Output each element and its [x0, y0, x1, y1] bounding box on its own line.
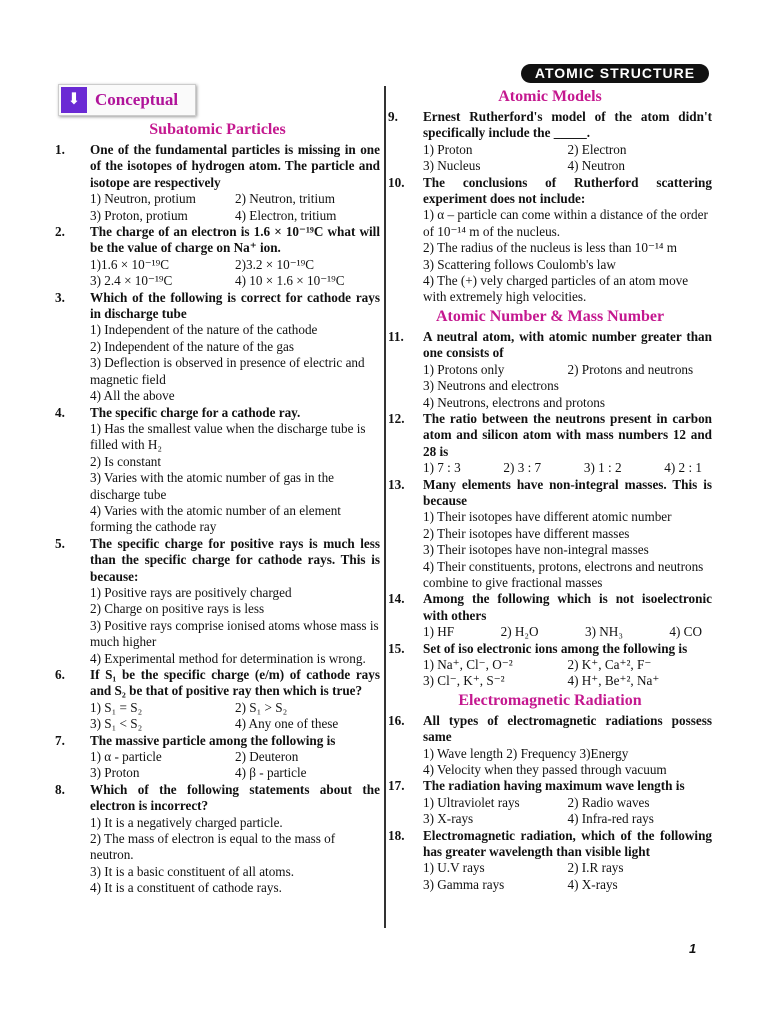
option: 4) All the above — [90, 388, 175, 404]
option: 3) Varies with the atomic number of gas in the discharge tube — [90, 470, 335, 502]
question-number: 17. — [388, 778, 405, 794]
question-text: Among the following which is not isoelectronic with others — [423, 591, 712, 623]
question-number: 9. — [388, 109, 398, 124]
option: 4) Velocity when they passed through vacuum — [423, 762, 667, 778]
option: 2) I.R rays — [567, 860, 624, 876]
options-row — [90, 765, 380, 781]
option: 2) Their isotopes have different masses — [423, 525, 630, 541]
question — [55, 224, 380, 290]
options-row — [423, 811, 712, 827]
option: 1) Proton — [423, 141, 473, 157]
option: 3) Positive rays comprise ionised atoms whose mass is much higher — [90, 617, 379, 650]
question — [388, 713, 712, 779]
question-number: 15. — [388, 640, 405, 656]
option: 1) Has the smallest value when the discharge tube is filled with H₂ — [90, 420, 366, 453]
question — [388, 591, 712, 640]
option: 1)1.6 × 10⁻¹⁹C — [90, 256, 169, 272]
question-text: One of the fundamental particles is missing in one of the isotopes of hydrogen atom. The particle and isotope are respectively — [90, 142, 380, 190]
option: 1) Their isotopes have different atomic number — [423, 509, 672, 525]
question-number: 18. — [388, 827, 405, 843]
option: 4) β - particle — [235, 765, 307, 781]
question-number: 5. — [55, 535, 65, 551]
options-row — [90, 191, 380, 207]
option: 1) HF — [423, 624, 455, 640]
option: 1) Na⁺, Cl⁻, O⁻² — [423, 657, 513, 672]
option: 1) U.V rays — [423, 860, 485, 876]
question-list — [55, 142, 380, 897]
option: 4) The (+) vely charged particles of an atom move with extremely high velocities. — [423, 273, 689, 305]
option: 2) The radius of the nucleus is less than 10⁻¹⁴ m — [423, 240, 678, 256]
question-text: If S₁ be the specific charge (e/m) of cathode rays and S₂ be that of positive ray then which is true? — [90, 667, 380, 699]
option: 4) 2 : 1 — [664, 460, 702, 476]
options-row — [90, 208, 380, 224]
question — [55, 142, 380, 224]
badge-label: Conceptual — [95, 89, 179, 109]
column-divider — [384, 86, 386, 928]
question-number: 11. — [388, 328, 404, 344]
options-row — [90, 749, 380, 765]
option: 3) Their isotopes have non-integral masses — [423, 542, 649, 558]
question-text: Which of the following is correct for cathode rays in discharge tube — [90, 289, 380, 322]
options-row — [423, 877, 712, 893]
option: 4) CO — [669, 624, 702, 640]
options-row — [423, 795, 712, 811]
question-text: Electromagnetic radiation, which of the following has greater wavelength than visible light — [423, 827, 712, 860]
option: 3) It is a basic constituent of all atoms. — [90, 863, 294, 879]
options-row — [423, 460, 712, 476]
option: 4) Electron, tritium — [235, 207, 337, 223]
question-text: The specific charge for a cathode ray. — [90, 404, 301, 420]
question-number: 13. — [388, 476, 405, 492]
options-row — [90, 273, 380, 289]
option: 3) Neutrons and electrons — [423, 378, 559, 394]
question-text: The radiation having maximum wave length is — [423, 778, 685, 794]
question — [388, 411, 712, 477]
section-title: Atomic Models — [498, 88, 602, 105]
option: 2) K⁺, Ca⁺², F⁻ — [567, 657, 652, 672]
option: 4) Their constituents, protons, electrons and neutrons combine to give fractional masses — [423, 558, 704, 590]
question — [388, 175, 712, 306]
question — [55, 290, 380, 405]
option: 3) Proton — [90, 765, 140, 781]
option: 2) Neutron, tritium — [235, 191, 335, 207]
question-text: The massive particle among the following is — [90, 732, 336, 748]
question — [388, 641, 712, 690]
option: 2) The mass of electron is equal to the mass of neutron. — [90, 831, 336, 863]
option: 2) S₁ > S₂ — [235, 699, 288, 715]
question-text: Ernest Rutherford's model of the atom didn't specifically include the _____. — [423, 109, 712, 141]
option: 1) α – particle can come within a distance of the order of 10⁻¹⁴ m of the nucleus. — [423, 207, 708, 239]
option: 4) Neutron — [567, 158, 625, 174]
option: 2) Electron — [567, 141, 627, 157]
question-number: 16. — [388, 712, 405, 728]
option: 2) Radio waves — [567, 794, 650, 810]
options-row — [90, 257, 380, 273]
question-number: 12. — [388, 410, 405, 426]
option: 1) Independent of the nature of the cathode — [90, 322, 318, 338]
option: 3) NH₃ — [584, 624, 623, 640]
section-title: Atomic Number & Mass Number — [435, 307, 665, 325]
question — [388, 109, 712, 175]
question — [55, 536, 380, 667]
option: 4) Experimental method for determination is wrong. — [90, 650, 366, 666]
page-number: 1 — [689, 941, 697, 956]
option: 3) Proton, protium — [90, 207, 188, 223]
question — [388, 329, 712, 411]
option: 3) Gamma rays — [423, 876, 505, 892]
question-text: The specific charge for positive rays is much less than the specific charge for cathode rays. This is because: — [90, 535, 380, 584]
options-row — [423, 158, 712, 174]
section-title: Electromagnetic Radiation — [458, 691, 642, 709]
options-row — [90, 700, 380, 716]
question-number: 3. — [55, 289, 65, 305]
option: 2) 3 : 7 — [503, 460, 542, 476]
question-number: 7. — [55, 732, 65, 748]
option: 2) Independent of the nature of the gas — [90, 338, 294, 354]
option: 3) S₁ < S₂ — [90, 716, 143, 732]
question-number: 6. — [55, 667, 65, 682]
question-text: All types of electromagnetic radiations possess same — [423, 712, 712, 745]
arrow-down-icon: ⬇ — [61, 87, 87, 113]
section-title: Subatomic Particles — [149, 121, 286, 138]
question-text: Set of iso electronic ions among the following is — [423, 640, 688, 656]
question-number: 14. — [388, 591, 405, 607]
option: 4) Any one of these — [235, 716, 339, 732]
question — [388, 477, 712, 592]
option: 3) Scattering follows Coulomb's law — [423, 256, 616, 272]
question-text: Many elements have non-integral masses. This is because — [423, 476, 712, 508]
option: 4) 10 × 1.6 × 10⁻¹⁹C — [235, 273, 345, 289]
option: 3) 1 : 2 — [583, 460, 622, 476]
option: 3) Deflection is observed in presence of electric and magnetic field — [90, 355, 365, 387]
question — [55, 733, 380, 782]
options-row — [423, 362, 712, 378]
option: 1) Ultraviolet rays — [423, 794, 520, 810]
option: 4) Varies with the atomic number of an element forming the cathode ray — [90, 502, 341, 535]
option: 1) Neutron, protium — [90, 191, 196, 207]
options-row — [423, 673, 712, 689]
option: 1) 7 : 3 — [423, 460, 461, 476]
question-number: 8. — [55, 781, 65, 797]
question — [55, 405, 380, 536]
chapter-banner: ATOMIC STRUCTURE — [521, 64, 709, 83]
left-column — [55, 86, 380, 897]
question-number: 4. — [55, 404, 65, 420]
option: 1) Wave length 2) Frequency 3)Energy — [423, 745, 629, 761]
option: 2) Deuteron — [235, 749, 299, 765]
question-text: A neutral atom, with atomic number greater than one consists of — [423, 328, 712, 361]
question-text: The conclusions of Rutherford scattering experiment does not include: — [423, 174, 712, 207]
option: 4) Neutrons, electrons and protons — [423, 394, 606, 410]
question — [55, 667, 380, 733]
option: 4) X-rays — [567, 876, 618, 892]
option: 4) H⁺, Be⁺², Na⁺ — [567, 673, 660, 689]
option: 3) Nucleus — [423, 158, 481, 174]
option: 1) S₁ = S₂ — [90, 699, 143, 715]
option: 2) Protons and neutrons — [567, 361, 694, 377]
options-row — [423, 657, 712, 673]
option: 2) H₂O — [500, 624, 539, 640]
question-number: 2. — [55, 224, 65, 240]
right-column — [388, 86, 712, 893]
options-row — [423, 142, 712, 158]
option: 4) It is a constituent of cathode rays. — [90, 880, 282, 896]
option: 3) Cl⁻, K⁺, S⁻² — [423, 673, 505, 689]
option: 1) Positive rays are positively charged — [90, 584, 292, 600]
option: 4) Infra-red rays — [567, 811, 654, 827]
question-text: The charge of an electron is 1.6 × 10⁻¹⁹C what will be the value of charge on Na⁺ ion. — [90, 224, 380, 256]
option: 1) α - particle — [90, 749, 162, 765]
options-row — [90, 716, 380, 732]
option: 1) Protons only — [423, 361, 505, 377]
option: 2) Is constant — [90, 453, 162, 469]
options-row — [423, 860, 712, 876]
option: 2) Charge on positive rays is less — [90, 601, 265, 617]
question-number: 10. — [388, 174, 405, 190]
question — [388, 778, 712, 827]
option: 3) X-rays — [423, 811, 474, 827]
options-row — [423, 624, 712, 640]
option: 3) 2.4 × 10⁻¹⁹C — [90, 273, 173, 289]
question — [55, 782, 380, 897]
option: 2)3.2 × 10⁻¹⁹C — [235, 256, 314, 272]
option: 1) It is a negatively charged particle. — [90, 814, 283, 830]
question-text: Which of the following statements about the electron is incorrect? — [90, 781, 380, 814]
question — [388, 828, 712, 894]
question-text: The ratio between the neutrons present in carbon atom and silicon atom with mass numbers 12 and 28 is — [423, 410, 712, 459]
question-number: 1. — [55, 142, 65, 157]
conceptual-badge — [58, 84, 196, 116]
